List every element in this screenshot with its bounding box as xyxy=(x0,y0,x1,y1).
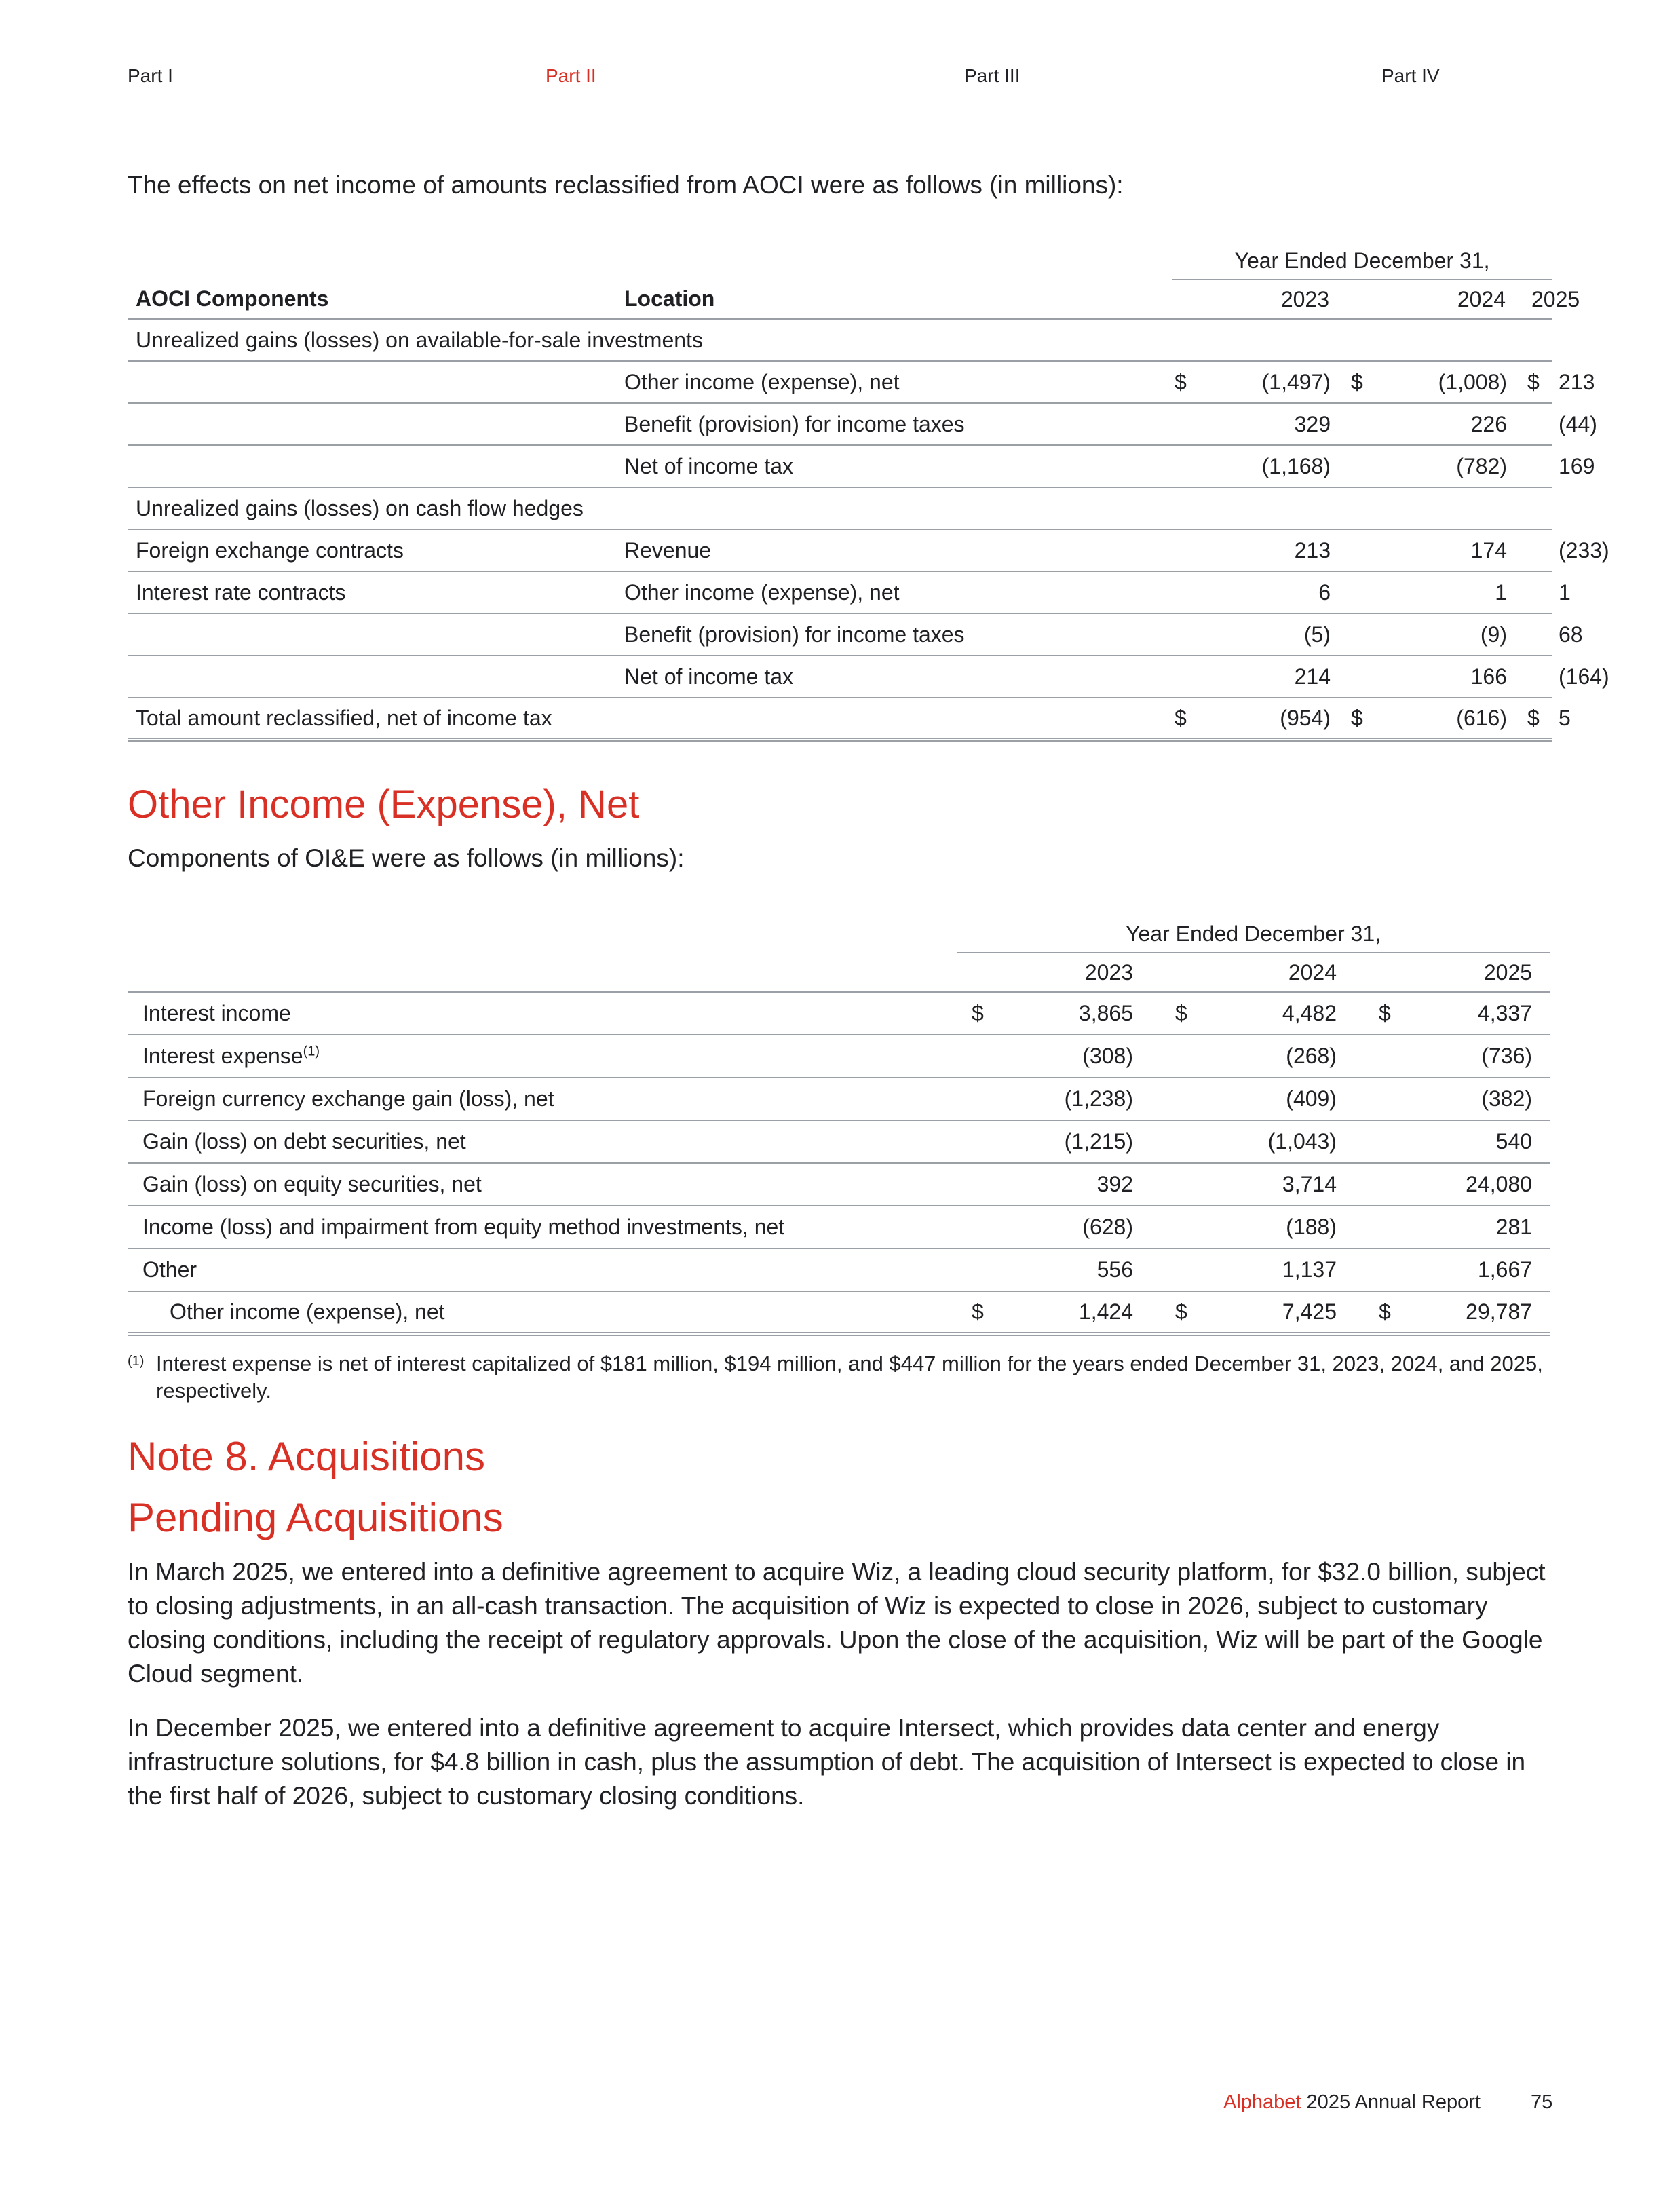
aoci-location: Benefit (provision) for income taxes xyxy=(624,411,965,436)
oie-value: 1,424 xyxy=(1078,1299,1133,1324)
currency-symbol xyxy=(1160,1163,1194,1206)
currency-symbol xyxy=(1348,529,1375,571)
oie-value: 281 xyxy=(1495,1215,1533,1239)
aoci-component xyxy=(128,655,617,698)
footer-report-title: 2025 Annual Report xyxy=(1301,2091,1481,2113)
oie-label xyxy=(128,1249,957,1291)
currency-symbol xyxy=(1525,571,1552,613)
aoci-value xyxy=(1199,487,1348,529)
aoci-location xyxy=(617,698,1172,740)
currency-symbol xyxy=(1525,445,1552,487)
currency-symbol xyxy=(1172,403,1199,445)
aoci-component: Unrealized gains (losses) on cash flow hedges xyxy=(136,495,584,520)
aoci-component: Unrealized gains (losses) on available-for-sale investments xyxy=(136,327,703,352)
aoci-value: (1,008) xyxy=(1438,369,1507,394)
currency-symbol xyxy=(1348,613,1375,655)
oie-label-text: Gain (loss) on debt securities, net xyxy=(142,1129,466,1154)
aoci-intro: The effects on net income of amounts reclassified from AOCI were as follows (in millions): xyxy=(128,171,1124,199)
oie-value: 1,667 xyxy=(1477,1257,1533,1282)
aoci-location: Other income (expense), net xyxy=(624,579,900,605)
aoci-col-component: AOCI Components xyxy=(136,286,329,311)
oie-label-text: Interest income xyxy=(142,1001,291,1025)
oie-intro: Components of OI&E were as follows (in millions): xyxy=(128,844,685,872)
currency-symbol: $ xyxy=(1175,369,1187,394)
aoci-value: 169 xyxy=(1559,453,1595,478)
oie-row xyxy=(128,1078,1550,1120)
currency-symbol xyxy=(1172,655,1199,698)
oie-value: (188) xyxy=(1286,1215,1337,1239)
oie-value: (736) xyxy=(1481,1044,1533,1068)
aoci-value xyxy=(1375,487,1525,529)
currency-symbol xyxy=(1364,1249,1398,1291)
aoci-col-2025: 2025 xyxy=(1531,286,1580,311)
currency-symbol: $ xyxy=(1351,705,1363,730)
aoci-value: 213 xyxy=(1294,537,1331,563)
aoci-row xyxy=(128,487,1552,529)
aoci-row xyxy=(128,361,1552,403)
currency-symbol xyxy=(1364,1163,1398,1206)
oie-value: 4,337 xyxy=(1477,1001,1533,1025)
footnote-ref: (1) xyxy=(303,1044,320,1059)
currency-symbol xyxy=(1172,487,1199,529)
aoci-value: 174 xyxy=(1470,537,1507,563)
oie-row xyxy=(128,1120,1550,1163)
currency-symbol: $ xyxy=(1351,369,1363,394)
oie-value: (382) xyxy=(1481,1086,1533,1111)
currency-symbol: $ xyxy=(1527,705,1540,730)
oie-row xyxy=(128,1206,1550,1249)
aoci-table xyxy=(128,243,1609,742)
page-number: 75 xyxy=(1531,2091,1553,2113)
aoci-row xyxy=(128,655,1552,698)
aoci-row xyxy=(128,613,1552,655)
aoci-value: 68 xyxy=(1559,622,1583,647)
currency-symbol xyxy=(1525,529,1552,571)
aoci-value: 1 xyxy=(1495,579,1507,605)
oie-label xyxy=(128,992,957,1035)
aoci-value: 166 xyxy=(1470,664,1507,689)
aoci-value: 5 xyxy=(1559,705,1571,730)
footer-brand: Alphabet xyxy=(1223,2091,1301,2113)
oie-row xyxy=(128,1163,1550,1206)
oie-label-text: Foreign currency exchange gain (loss), net xyxy=(142,1086,554,1111)
aoci-value: 213 xyxy=(1559,369,1595,394)
aoci-value: (233) xyxy=(1559,537,1609,563)
currency-symbol xyxy=(1525,655,1552,698)
oie-label-text: Interest expense xyxy=(142,1044,303,1068)
aoci-value: (44) xyxy=(1559,411,1597,436)
oie-value: 7,425 xyxy=(1282,1299,1337,1324)
currency-symbol xyxy=(1364,1206,1398,1249)
aoci-value: (954) xyxy=(1280,705,1331,730)
oie-value: 556 xyxy=(1096,1257,1133,1282)
oie-label-text: Other income (expense), net xyxy=(170,1299,445,1324)
pending-acquisitions-heading: Pending Acquisitions xyxy=(128,1495,503,1540)
oie-value: 3,865 xyxy=(1078,1001,1133,1025)
footnote xyxy=(128,1350,1559,1405)
currency-symbol xyxy=(1348,319,1375,361)
aoci-row xyxy=(128,571,1552,613)
aoci-value xyxy=(1375,319,1525,361)
currency-symbol xyxy=(1348,487,1375,529)
aoci-component xyxy=(128,445,617,487)
currency-symbol xyxy=(1525,487,1552,529)
aoci-value xyxy=(1199,319,1348,361)
aoci-component xyxy=(128,403,617,445)
paragraph-intersect: In December 2025, we entered into a definitive agreement to acquire Intersect, which provides data center and energy infrastructure solutions, for $4.8 billion in cash, plus the assumption of debt. The acquisition of Intersect is expected to close in the first half of 2026, subject to customary closing conditions. xyxy=(128,1714,1526,1810)
currency-symbol: $ xyxy=(972,1299,984,1324)
oie-value: 29,787 xyxy=(1466,1299,1533,1324)
oie-label-text: Gain (loss) on equity securities, net xyxy=(142,1172,482,1196)
aoci-row xyxy=(128,319,1552,361)
currency-symbol: $ xyxy=(1527,369,1540,394)
oie-value: 4,482 xyxy=(1282,1001,1337,1025)
aoci-row xyxy=(128,445,1552,487)
nav-part-3[interactable]: Part III xyxy=(964,65,1020,86)
oie-table xyxy=(128,916,1550,1336)
currency-symbol: $ xyxy=(1175,1299,1187,1324)
oie-label xyxy=(128,1206,957,1249)
aoci-col-location: Location xyxy=(624,286,715,311)
aoci-location: Other income (expense), net xyxy=(624,369,900,394)
oie-label-text: Other xyxy=(142,1257,197,1282)
oie-label xyxy=(128,1163,957,1206)
aoci-component xyxy=(128,613,617,655)
currency-symbol xyxy=(1525,403,1552,445)
currency-symbol xyxy=(1348,445,1375,487)
oie-label xyxy=(128,1078,957,1120)
oie-value: (409) xyxy=(1286,1086,1337,1111)
note8-heading: Note 8. Acquisitions xyxy=(128,1434,485,1479)
currency-symbol xyxy=(1348,571,1375,613)
oie-label-text: Income (loss) and impairment from equity method investments, net xyxy=(142,1215,785,1239)
footnote-marker: (1) xyxy=(128,1354,145,1369)
aoci-component: Interest rate contracts xyxy=(136,579,346,605)
nav-part-4[interactable]: Part IV xyxy=(1381,65,1440,86)
nav-part-1[interactable]: Part I xyxy=(128,65,173,86)
aoci-value: (5) xyxy=(1303,622,1331,647)
currency-symbol xyxy=(957,1120,991,1163)
currency-symbol xyxy=(1172,319,1199,361)
aoci-value: (616) xyxy=(1456,705,1507,730)
currency-symbol xyxy=(957,1035,991,1078)
currency-symbol: $ xyxy=(1379,1001,1391,1025)
currency-symbol: $ xyxy=(1379,1299,1391,1324)
aoci-value: (782) xyxy=(1456,453,1507,478)
oie-row xyxy=(128,1035,1550,1078)
paragraph-wiz: In March 2025, we entered into a definitive agreement to acquire Wiz, a leading cloud security platform, for $32.0 billion, subject to closing adjustments, in an all-cash transaction. The acquisition of Wiz is expected to close in 2026, subject to customary closing conditions, including the receipt of regulatory approvals. Upon the close of the acquisition, Wiz will be part of the Google Cloud segment. xyxy=(128,1558,1546,1688)
aoci-col-2023: 2023 xyxy=(1280,286,1329,311)
oie-group-header: Year Ended December 31, xyxy=(957,916,1550,953)
aoci-location: Net of income tax xyxy=(624,453,793,478)
oie-row xyxy=(128,1291,1550,1334)
oie-value: (1,215) xyxy=(1064,1129,1133,1154)
currency-symbol xyxy=(1525,319,1552,361)
oie-value: 392 xyxy=(1096,1172,1133,1196)
aoci-value: 6 xyxy=(1318,579,1331,605)
aoci-value: (9) xyxy=(1480,622,1507,647)
oie-value: (308) xyxy=(1082,1044,1133,1068)
currency-symbol xyxy=(1160,1120,1194,1163)
currency-symbol xyxy=(1364,1120,1398,1163)
oie-label xyxy=(128,1035,957,1078)
oie-value: 3,714 xyxy=(1282,1172,1337,1196)
oie-value: 540 xyxy=(1495,1129,1533,1154)
currency-symbol xyxy=(1348,655,1375,698)
oie-row xyxy=(128,1249,1550,1291)
footer-report xyxy=(1223,2091,1481,2114)
currency-symbol xyxy=(1160,1249,1194,1291)
aoci-value: 1 xyxy=(1559,579,1571,605)
oie-col-2023: 2023 xyxy=(1084,959,1133,985)
currency-symbol xyxy=(1364,1035,1398,1078)
currency-symbol: $ xyxy=(972,1001,984,1025)
aoci-value: (164) xyxy=(1559,664,1609,689)
oie-value: (628) xyxy=(1082,1215,1133,1239)
nav-part-2[interactable]: Part II xyxy=(546,65,596,86)
currency-symbol xyxy=(1172,529,1199,571)
oie-value: (1,043) xyxy=(1267,1129,1337,1154)
currency-symbol xyxy=(1172,613,1199,655)
currency-symbol xyxy=(1525,613,1552,655)
aoci-value: 214 xyxy=(1294,664,1331,689)
oie-row xyxy=(128,992,1550,1035)
currency-symbol: $ xyxy=(1175,705,1187,730)
aoci-location: Net of income tax xyxy=(624,664,793,689)
currency-symbol xyxy=(1364,1078,1398,1120)
aoci-value: (1,168) xyxy=(1261,453,1331,478)
currency-symbol xyxy=(1172,445,1199,487)
aoci-row xyxy=(128,403,1552,445)
aoci-component: Total amount reclassified, net of income tax xyxy=(136,705,552,730)
oie-heading: Other Income (Expense), Net xyxy=(128,782,640,826)
aoci-component: Foreign exchange contracts xyxy=(136,537,404,563)
currency-symbol xyxy=(957,1078,991,1120)
aoci-row xyxy=(128,698,1552,740)
oie-value: (268) xyxy=(1286,1044,1337,1068)
oie-value: (1,238) xyxy=(1064,1086,1133,1111)
aoci-component xyxy=(128,361,617,403)
currency-symbol xyxy=(957,1163,991,1206)
currency-symbol: $ xyxy=(1175,1001,1187,1025)
aoci-value: (1,497) xyxy=(1261,369,1331,394)
aoci-location: Benefit (provision) for income taxes xyxy=(624,622,965,647)
aoci-value: 329 xyxy=(1294,411,1331,436)
oie-label xyxy=(128,1120,957,1163)
oie-col-2025: 2025 xyxy=(1483,959,1533,985)
currency-symbol xyxy=(1348,403,1375,445)
aoci-group-header: Year Ended December 31, xyxy=(1172,243,1552,280)
aoci-row xyxy=(128,529,1552,571)
oie-col-2024: 2024 xyxy=(1288,959,1337,985)
aoci-value: 226 xyxy=(1470,411,1507,436)
aoci-col-2024: 2024 xyxy=(1457,286,1506,311)
currency-symbol xyxy=(1160,1035,1194,1078)
oie-value: 1,137 xyxy=(1282,1257,1337,1282)
currency-symbol xyxy=(1160,1078,1194,1120)
currency-symbol xyxy=(957,1206,991,1249)
footnote-text: Interest expense is net of interest capitalized of $181 million, $194 million, and $447 million for the years ended December 31, 2023, 2024, and 2025, respectively. xyxy=(156,1352,1543,1403)
currency-symbol xyxy=(1172,571,1199,613)
currency-symbol xyxy=(1160,1206,1194,1249)
aoci-location: Revenue xyxy=(624,537,712,563)
oie-label xyxy=(128,1291,957,1334)
oie-value: 24,080 xyxy=(1466,1172,1533,1196)
currency-symbol xyxy=(957,1249,991,1291)
